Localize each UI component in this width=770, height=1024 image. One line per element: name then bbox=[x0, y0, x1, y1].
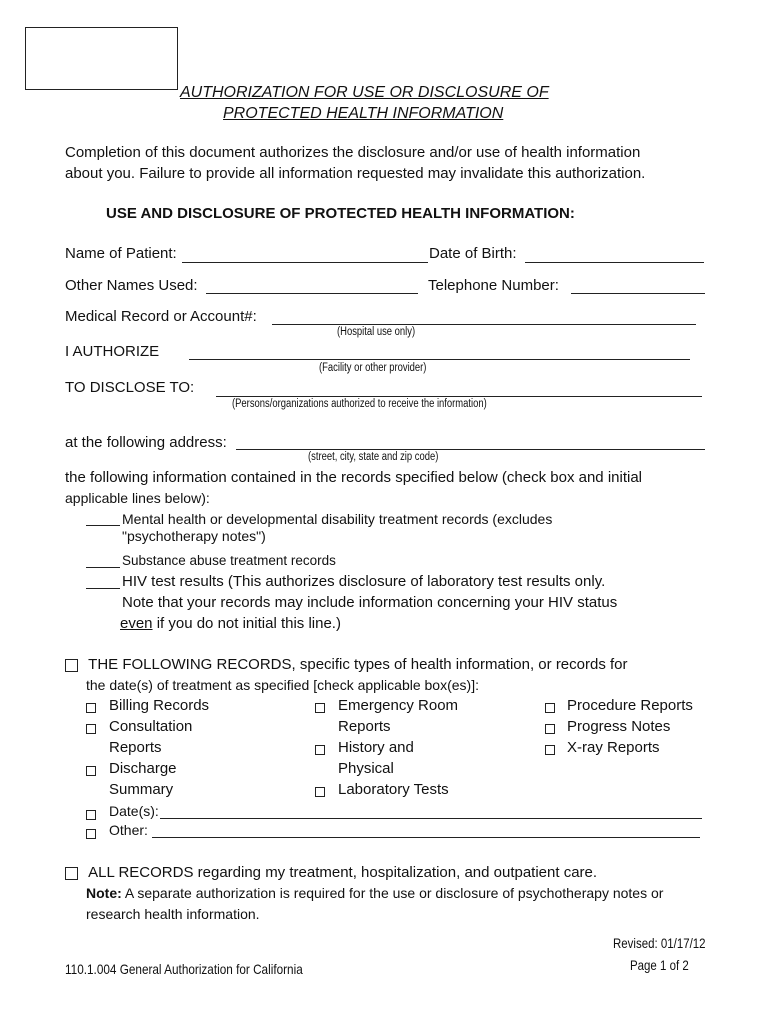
consultation-label-1: Consultation bbox=[109, 718, 193, 735]
following-records-line1 bbox=[65, 656, 628, 673]
progress-label: Progress Notes bbox=[567, 718, 671, 735]
hiv-text-1: HIV test results (This authorizes disclosure of laboratory test results only. bbox=[122, 573, 606, 590]
lab-label: Laboratory Tests bbox=[338, 781, 449, 798]
intro-line2: about you. Failure to provide all information requested may invalidate this authorization. bbox=[65, 165, 646, 182]
all-records-checkbox[interactable] bbox=[65, 867, 78, 880]
discharge-label-2: Summary bbox=[109, 781, 174, 798]
other-names-label: Other Names Used: bbox=[65, 277, 198, 294]
note-text: A separate authorization is required for the use or disclosure of psychotherapy notes or bbox=[121, 885, 664, 901]
form-title-line2: PROTECTED HEALTH INFORMATION bbox=[223, 105, 504, 122]
address-label: at the following address: bbox=[65, 434, 227, 451]
i-authorize-field[interactable] bbox=[189, 359, 690, 360]
history-label-2: Physical bbox=[338, 760, 394, 777]
section-heading: USE AND DISCLOSURE OF PROTECTED HEALTH INFORMATION: bbox=[106, 205, 575, 222]
facility-caption: (Facility or other provider) bbox=[319, 362, 427, 374]
hiv-text-3-rest: if you do not initial this line.) bbox=[152, 615, 341, 632]
substance-text: Substance abuse treatment records bbox=[122, 553, 336, 568]
billing-label: Billing Records bbox=[109, 697, 210, 714]
all-records-line bbox=[65, 864, 597, 881]
mental-health-initial-field[interactable] bbox=[86, 525, 120, 526]
mental-health-text-1: Mental health or developmental disability treatment records (excludes bbox=[122, 511, 553, 527]
name-of-patient-field[interactable] bbox=[182, 262, 428, 263]
records-intro-line1: the following information contained in the records specified below (check box and initial bbox=[65, 469, 642, 486]
emergency-checkbox[interactable] bbox=[315, 703, 325, 713]
procedure-label: Procedure Reports bbox=[567, 697, 693, 714]
xray-label: X-ray Reports bbox=[567, 739, 660, 756]
other-label: Other: bbox=[109, 822, 148, 838]
billing-checkbox[interactable] bbox=[86, 703, 96, 713]
name-of-patient-label: Name of Patient: bbox=[65, 245, 177, 262]
medical-record-label: Medical Record or Account#: bbox=[65, 308, 257, 325]
all-records-text: ALL RECORDS regarding my treatment, hospitalization, and outpatient care. bbox=[88, 864, 598, 881]
form-id: 110.1.004 General Authorization for California bbox=[65, 961, 303, 977]
medical-record-field[interactable] bbox=[272, 324, 696, 325]
address-field[interactable] bbox=[236, 449, 705, 450]
date-of-birth-field[interactable] bbox=[525, 262, 704, 263]
intro-line1: Completion of this document authorizes the disclosure and/or use of health information bbox=[65, 144, 641, 161]
lab-checkbox[interactable] bbox=[315, 787, 325, 797]
date-of-birth-label: Date of Birth: bbox=[429, 245, 517, 262]
discharge-label-1: Discharge bbox=[109, 760, 177, 777]
other-checkbox[interactable] bbox=[86, 829, 96, 839]
procedure-checkbox[interactable] bbox=[545, 703, 555, 713]
consultation-label-2: Reports bbox=[109, 739, 162, 756]
telephone-field[interactable] bbox=[571, 293, 705, 294]
mental-health-text-2: "psychotherapy notes") bbox=[122, 528, 266, 544]
note-label: Note: bbox=[86, 885, 122, 901]
other-names-field[interactable] bbox=[206, 293, 418, 294]
records-intro-line2: applicable lines below): bbox=[65, 490, 210, 506]
consultation-checkbox[interactable] bbox=[86, 724, 96, 734]
street-caption: (street, city, state and zip code) bbox=[308, 451, 439, 463]
discharge-checkbox[interactable] bbox=[86, 766, 96, 776]
dates-field[interactable] bbox=[160, 818, 702, 819]
hospital-use-caption: (Hospital use only) bbox=[337, 326, 416, 338]
hiv-even-word: even bbox=[120, 615, 153, 632]
other-field[interactable] bbox=[152, 837, 700, 838]
telephone-label: Telephone Number: bbox=[428, 277, 559, 294]
revised-date: Revised: 01/17/12 bbox=[613, 935, 706, 951]
persons-caption: (Persons/organizations authorized to receive the information) bbox=[232, 398, 487, 410]
following-records-line2: the date(s) of treatment as specified [check applicable box(es)]: bbox=[86, 677, 479, 693]
following-records-text: THE FOLLOWING RECORDS, specific types of health information, or records for bbox=[88, 656, 628, 673]
history-checkbox[interactable] bbox=[315, 745, 325, 755]
following-records-checkbox[interactable] bbox=[65, 659, 78, 672]
hiv-initial-field[interactable] bbox=[86, 588, 120, 589]
substance-initial-field[interactable] bbox=[86, 567, 120, 568]
emergency-label-2: Reports bbox=[338, 718, 391, 735]
form-title-line1: AUTHORIZATION FOR USE OR DISCLOSURE OF bbox=[180, 84, 549, 101]
page-number: Page 1 of 2 bbox=[630, 957, 689, 973]
label-box bbox=[25, 27, 178, 90]
xray-checkbox[interactable] bbox=[545, 745, 555, 755]
history-label-1: History and bbox=[338, 739, 414, 756]
emergency-label-1: Emergency Room bbox=[338, 697, 459, 714]
dates-label: Date(s): bbox=[109, 803, 159, 819]
disclose-to-field[interactable] bbox=[216, 396, 702, 397]
hiv-text-3 bbox=[120, 615, 341, 632]
hiv-text-2: Note that your records may include information concerning your HIV status bbox=[122, 594, 618, 611]
i-authorize-label: I AUTHORIZE bbox=[65, 343, 160, 360]
dates-checkbox[interactable] bbox=[86, 810, 96, 820]
note-line2: research health information. bbox=[86, 906, 260, 922]
disclose-to-label: TO DISCLOSE TO: bbox=[65, 379, 195, 396]
progress-checkbox[interactable] bbox=[545, 724, 555, 734]
note-line1 bbox=[86, 885, 663, 901]
